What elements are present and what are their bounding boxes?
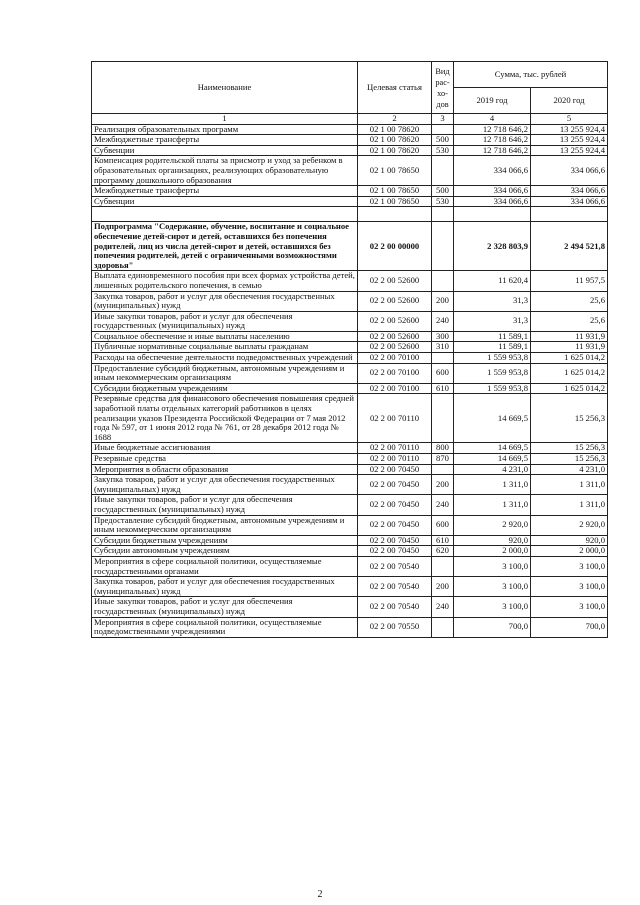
- table-row: [92, 495, 608, 515]
- row-expense-type: 500: [432, 135, 454, 146]
- row-sum-2020: 4 231,0: [531, 464, 608, 475]
- row-target-code: 02 2 00 00000: [358, 222, 432, 271]
- spacer-cell: [432, 207, 454, 222]
- table-row: [92, 556, 608, 576]
- row-target-code: 02 2 00 70550: [358, 617, 432, 637]
- row-name: Субсидии автономным учреждениям: [92, 546, 358, 557]
- row-sum-2019: 11 620,4: [454, 271, 531, 291]
- row-expense-type: [432, 617, 454, 637]
- table-row: [92, 342, 608, 353]
- row-sum-2020: 2 920,0: [531, 515, 608, 535]
- row-target-code: 02 2 00 70450: [358, 546, 432, 557]
- spacer-cell: [531, 207, 608, 222]
- row-target-code: 02 2 00 70450: [358, 515, 432, 535]
- row-sum-2019: 14 669,5: [454, 394, 531, 443]
- row-name: Субсидии бюджетным учреждениям: [92, 535, 358, 546]
- row-target-code: 02 1 00 78620: [358, 124, 432, 135]
- table-row: [92, 617, 608, 637]
- row-target-code: 02 1 00 78650: [358, 156, 432, 186]
- row-name: Подпрограмма "Содержание, обучение, воспитание и социальное обеспечение детей-сирот и детей, оставшихся без попечения родителей, лиц из числа детей-сирот и детей, оставшихся без попечения родителей, детей с ограниченными возможностями здоровья": [92, 222, 358, 271]
- row-sum-2019: 31,3: [454, 311, 531, 331]
- colnum-1: 1: [92, 114, 358, 125]
- row-name: Публичные нормативные социальные выплаты гражданам: [92, 342, 358, 353]
- row-sum-2019: 334 066,6: [454, 156, 531, 186]
- row-sum-2019: 12 718 646,2: [454, 145, 531, 156]
- row-name: Субвенции: [92, 196, 358, 207]
- row-expense-type: 620: [432, 546, 454, 557]
- row-sum-2020: 3 100,0: [531, 556, 608, 576]
- row-sum-2020: 11 931,9: [531, 342, 608, 353]
- row-sum-2019: 2 000,0: [454, 546, 531, 557]
- row-sum-2019: 14 669,5: [454, 443, 531, 454]
- row-expense-type: [432, 222, 454, 271]
- row-sum-2020: 13 255 924,4: [531, 124, 608, 135]
- row-target-code: 02 2 00 52600: [358, 271, 432, 291]
- row-sum-2020: 334 066,6: [531, 186, 608, 197]
- row-expense-type: 610: [432, 383, 454, 394]
- row-name: Выплата единовременного пособия при всех формах устройства детей, лишенных родительского попечения, в семью: [92, 271, 358, 291]
- row-expense-type: 870: [432, 454, 454, 465]
- row-expense-type: 800: [432, 443, 454, 454]
- table-row: [92, 535, 608, 546]
- column-numbers-row: [92, 114, 608, 125]
- row-expense-type: 500: [432, 186, 454, 197]
- header-name: Наименование: [92, 62, 358, 114]
- row-sum-2020: 15 256,3: [531, 454, 608, 465]
- row-expense-type: 530: [432, 145, 454, 156]
- table-row: [92, 363, 608, 383]
- row-sum-2020: 2 494 521,8: [531, 222, 608, 271]
- row-sum-2020: 25,6: [531, 311, 608, 331]
- spacer-cell: [92, 207, 358, 222]
- row-target-code: 02 2 00 70450: [358, 535, 432, 546]
- row-target-code: 02 2 00 70540: [358, 597, 432, 617]
- header-target: Целевая статья: [358, 62, 432, 114]
- table-row: [92, 383, 608, 394]
- table-row: [92, 394, 608, 443]
- row-sum-2020: 920,0: [531, 535, 608, 546]
- row-sum-2020: 3 100,0: [531, 597, 608, 617]
- header-sum: Сумма, тыс. рублей: [454, 62, 608, 88]
- row-sum-2020: 3 100,0: [531, 577, 608, 597]
- row-name: Мероприятия в сфере социальной политики, осуществляемые подведомственными учреждениями: [92, 617, 358, 637]
- row-sum-2019: 3 100,0: [454, 556, 531, 576]
- table-row: [92, 464, 608, 475]
- row-sum-2019: 3 100,0: [454, 577, 531, 597]
- row-sum-2020: 1 311,0: [531, 495, 608, 515]
- row-target-code: 02 2 00 70450: [358, 495, 432, 515]
- row-name: Резервные средства для финансового обеспечения повышения средней заработной платы отдельных категорий работников в целях реализации указов Президента Российской Федерации от 7 мая 2012 года № 597, от 1 июня 2012 года № 761, от 28 декабря 2012 года № 1688: [92, 394, 358, 443]
- row-target-code: 02 1 00 78650: [358, 196, 432, 207]
- row-name: Иные бюджетные ассигнования: [92, 443, 358, 454]
- row-target-code: 02 2 00 70110: [358, 394, 432, 443]
- table-row: [92, 475, 608, 495]
- table-row: [92, 124, 608, 135]
- table-row: [92, 271, 608, 291]
- table-row: [92, 145, 608, 156]
- row-expense-type: [432, 353, 454, 364]
- row-expense-type: [432, 124, 454, 135]
- row-expense-type: [432, 394, 454, 443]
- table-row: [92, 156, 608, 186]
- row-sum-2019: 1 559 953,8: [454, 363, 531, 383]
- table-row: [92, 515, 608, 535]
- row-sum-2020: 334 066,6: [531, 196, 608, 207]
- colnum-3: 3: [432, 114, 454, 125]
- row-name: Иные закупки товаров, работ и услуг для обеспечения государственных (муниципальных) нужд: [92, 311, 358, 331]
- row-target-code: 02 1 00 78650: [358, 186, 432, 197]
- row-name: Резервные средства: [92, 454, 358, 465]
- row-expense-type: 530: [432, 196, 454, 207]
- row-sum-2020: 25,6: [531, 291, 608, 311]
- colnum-4: 4: [454, 114, 531, 125]
- page-number: 2: [317, 889, 323, 900]
- row-expense-type: [432, 156, 454, 186]
- row-target-code: 02 1 00 78620: [358, 145, 432, 156]
- row-sum-2019: 2 328 803,9: [454, 222, 531, 271]
- row-target-code: 02 2 00 52600: [358, 291, 432, 311]
- row-name: Закупка товаров, работ и услуг для обеспечения государственных (муниципальных) нужд: [92, 291, 358, 311]
- header-row: [92, 62, 608, 88]
- row-expense-type: 200: [432, 577, 454, 597]
- table-row: [92, 331, 608, 342]
- row-sum-2020: 1 625 014,2: [531, 363, 608, 383]
- table-row: [92, 577, 608, 597]
- row-sum-2020: 15 256,3: [531, 443, 608, 454]
- row-name: Иные закупки товаров, работ и услуг для обеспечения государственных (муниципальных) нужд: [92, 495, 358, 515]
- row-name: Иные закупки товаров, работ и услуг для обеспечения государственных (муниципальных) нужд: [92, 597, 358, 617]
- row-sum-2019: 11 589,1: [454, 331, 531, 342]
- row-name: Субсидии бюджетным учреждениям: [92, 383, 358, 394]
- row-expense-type: 600: [432, 363, 454, 383]
- spacer-cell: [454, 207, 531, 222]
- row-name: Закупка товаров, работ и услуг для обеспечения государственных (муниципальных) нужд: [92, 475, 358, 495]
- row-name: Предоставление субсидий бюджетным, автономным учреждениям и иным некоммерческим организациям: [92, 515, 358, 535]
- row-expense-type: [432, 271, 454, 291]
- row-name: Социальное обеспечение и иные выплаты населению: [92, 331, 358, 342]
- row-sum-2020: 1 625 014,2: [531, 353, 608, 364]
- row-sum-2019: 1 311,0: [454, 495, 531, 515]
- header-year-2019: 2019 год: [454, 88, 531, 114]
- row-target-code: 02 1 00 78620: [358, 135, 432, 146]
- table-row: [92, 186, 608, 197]
- row-name: Мероприятия в области образования: [92, 464, 358, 475]
- row-sum-2019: 1 311,0: [454, 475, 531, 495]
- row-sum-2020: 1 625 014,2: [531, 383, 608, 394]
- row-sum-2019: 4 231,0: [454, 464, 531, 475]
- row-expense-type: 240: [432, 311, 454, 331]
- row-target-code: 02 2 00 70450: [358, 464, 432, 475]
- row-sum-2020: 15 256,3: [531, 394, 608, 443]
- spacer-row: [92, 207, 608, 222]
- row-sum-2020: 1 311,0: [531, 475, 608, 495]
- row-expense-type: 300: [432, 331, 454, 342]
- row-sum-2019: 12 718 646,2: [454, 135, 531, 146]
- row-target-code: 02 2 00 70450: [358, 475, 432, 495]
- row-expense-type: 240: [432, 597, 454, 617]
- row-sum-2020: 11 957,5: [531, 271, 608, 291]
- budget-table: [91, 61, 608, 638]
- row-name: Межбюджетные трансферты: [92, 186, 358, 197]
- row-target-code: 02 2 00 52600: [358, 311, 432, 331]
- colnum-5: 5: [531, 114, 608, 125]
- row-expense-type: 600: [432, 515, 454, 535]
- header-type: Вид рас-хо-дов: [432, 62, 454, 114]
- row-expense-type: 310: [432, 342, 454, 353]
- table-row: [92, 597, 608, 617]
- table-row: [92, 222, 608, 271]
- row-target-code: 02 2 00 70540: [358, 556, 432, 576]
- row-sum-2019: 1 559 953,8: [454, 383, 531, 394]
- row-expense-type: 200: [432, 475, 454, 495]
- row-expense-type: [432, 464, 454, 475]
- row-name: Мероприятия в сфере социальной политики, осуществляемые государственными органами: [92, 556, 358, 576]
- row-expense-type: 610: [432, 535, 454, 546]
- header-year-2020: 2020 год: [531, 88, 608, 114]
- row-sum-2020: 11 931,9: [531, 331, 608, 342]
- row-sum-2019: 12 718 646,2: [454, 124, 531, 135]
- table-row: [92, 443, 608, 454]
- row-sum-2019: 31,3: [454, 291, 531, 311]
- row-target-code: 02 2 00 70100: [358, 383, 432, 394]
- row-sum-2020: 2 000,0: [531, 546, 608, 557]
- row-sum-2020: 13 255 924,4: [531, 145, 608, 156]
- row-target-code: 02 2 00 70110: [358, 443, 432, 454]
- row-name: Закупка товаров, работ и услуг для обеспечения государственных (муниципальных) нужд: [92, 577, 358, 597]
- row-name: Предоставление субсидий бюджетным, автономным учреждениям и иным некоммерческим организациям: [92, 363, 358, 383]
- row-target-code: 02 2 00 52600: [358, 331, 432, 342]
- row-expense-type: [432, 556, 454, 576]
- table-row: [92, 454, 608, 465]
- table-row: [92, 353, 608, 364]
- table-row: [92, 135, 608, 146]
- row-target-code: 02 2 00 52600: [358, 342, 432, 353]
- row-sum-2019: 1 559 953,8: [454, 353, 531, 364]
- row-sum-2019: 334 066,6: [454, 186, 531, 197]
- spacer-cell: [358, 207, 432, 222]
- row-target-code: 02 2 00 70110: [358, 454, 432, 465]
- row-sum-2019: 14 669,5: [454, 454, 531, 465]
- row-name: Межбюджетные трансферты: [92, 135, 358, 146]
- row-sum-2020: 700,0: [531, 617, 608, 637]
- row-target-code: 02 2 00 70100: [358, 363, 432, 383]
- row-expense-type: 200: [432, 291, 454, 311]
- row-sum-2020: 334 066,6: [531, 156, 608, 186]
- row-sum-2019: 11 589,1: [454, 342, 531, 353]
- row-sum-2019: 700,0: [454, 617, 531, 637]
- row-sum-2019: 3 100,0: [454, 597, 531, 617]
- table-row: [92, 291, 608, 311]
- row-sum-2019: 334 066,6: [454, 196, 531, 207]
- table-row: [92, 546, 608, 557]
- row-sum-2019: 2 920,0: [454, 515, 531, 535]
- row-name: Компенсация родительской платы за присмотр и уход за ребенком в образовательных организациях, реализующих образовательную программу дошкольного образования: [92, 156, 358, 186]
- row-target-code: 02 2 00 70540: [358, 577, 432, 597]
- colnum-2: 2: [358, 114, 432, 125]
- row-name: Расходы на обеспечение деятельности подведомственных учреждений: [92, 353, 358, 364]
- table-row: [92, 196, 608, 207]
- row-sum-2020: 13 255 924,4: [531, 135, 608, 146]
- table-row: [92, 311, 608, 331]
- row-name: Реализация образовательных программ: [92, 124, 358, 135]
- row-sum-2019: 920,0: [454, 535, 531, 546]
- row-expense-type: 240: [432, 495, 454, 515]
- row-name: Субвенции: [92, 145, 358, 156]
- row-target-code: 02 2 00 70100: [358, 353, 432, 364]
